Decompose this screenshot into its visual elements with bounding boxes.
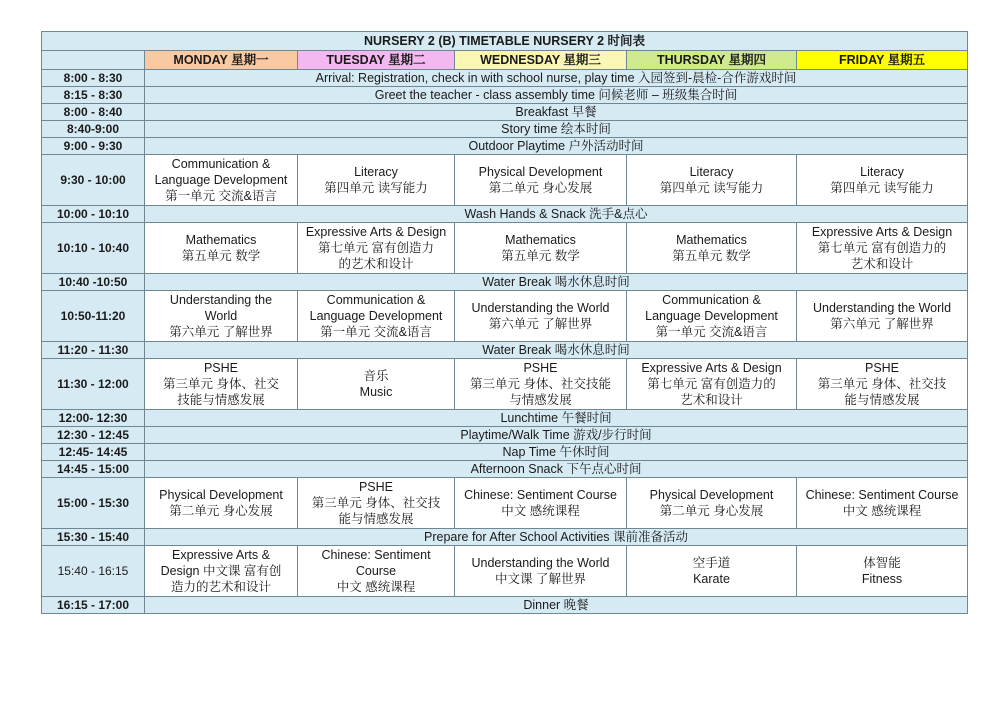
- schedule-row: [42, 478, 968, 529]
- activity-line: Mathematics: [676, 233, 747, 247]
- activity-line: PSHE: [203, 361, 239, 375]
- activity-line: 第一单元 交流&语言: [320, 325, 432, 339]
- activity-line: 第五单元 数学: [501, 249, 580, 263]
- activity-cell-friday: [797, 291, 968, 342]
- day-header-tuesday: TUESDAY 星期二: [298, 51, 455, 70]
- activity-line: Course: [355, 564, 397, 578]
- activity-line: 第五单元 数学: [672, 249, 751, 263]
- activity-cell-friday: [797, 478, 968, 529]
- time-slot: 15:00 - 15:30: [42, 478, 145, 529]
- day-header-wednesday: WEDNESDAY 星期三: [455, 51, 627, 70]
- activity-line: Music: [359, 385, 393, 399]
- day-header-thursday: THURSDAY 星期四: [627, 51, 797, 70]
- activity-cell-thursday: [627, 359, 797, 410]
- activity-line: Expressive Arts & Design: [811, 225, 953, 239]
- time-slot: 8:40-9:00: [42, 121, 145, 138]
- whole-day-activity: Dinner 晚餐: [145, 597, 968, 614]
- time-slot: 14:45 - 15:00: [42, 461, 145, 478]
- activity-line: 艺术和设计: [680, 393, 743, 407]
- activity-line: 与情感发展: [509, 393, 572, 407]
- activity-cell-monday: [145, 546, 298, 597]
- activity-line: 第五单元 数学: [181, 249, 261, 263]
- whole-day-activity: Nap Time 午休时间: [145, 444, 968, 461]
- activity-line: Communication &: [662, 293, 761, 307]
- schedule-row: [42, 427, 968, 444]
- activity-line: Literacy: [860, 165, 904, 179]
- activity-line: 造力的艺术和设计: [170, 580, 271, 594]
- activity-line: PSHE: [864, 361, 900, 375]
- schedule-row: [42, 121, 968, 138]
- activity-line: 第二单元 身心发展: [659, 504, 764, 518]
- time-slot: 11:20 - 11:30: [42, 342, 145, 359]
- time-slot: 9:00 - 9:30: [42, 138, 145, 155]
- schedule-row: [42, 444, 968, 461]
- whole-day-activity: Lunchtime 午餐时间: [145, 410, 968, 427]
- activity-line: 第六单元 了解世界: [830, 317, 934, 331]
- activity-line: Expressive Arts &: [172, 548, 270, 562]
- time-slot: 8:00 - 8:40: [42, 104, 145, 121]
- activity-cell-tuesday: [298, 155, 455, 206]
- activity-cell-friday: [797, 546, 968, 597]
- activity-cell-wednesday: [455, 291, 627, 342]
- activity-line: Expressive Arts & Design: [305, 225, 447, 239]
- activity-line: 能与情感发展: [338, 512, 414, 526]
- activity-cell-friday: [797, 155, 968, 206]
- activity-line: 第四单元 读写能力: [324, 181, 428, 195]
- activity-line: 第七单元 富有创造力的: [817, 241, 947, 255]
- time-slot: 9:30 - 10:00: [42, 155, 145, 206]
- whole-day-activity: Outdoor Playtime 户外活动时间: [145, 138, 968, 155]
- activity-line: Mathematics: [185, 233, 257, 247]
- activity-line: 第六单元 了解世界: [169, 325, 273, 339]
- schedule-row: [42, 70, 968, 87]
- activity-line: 中文 感统课程: [501, 504, 580, 518]
- activity-line: 第三单元 身体、社交技: [817, 377, 947, 391]
- activity-line: 第二单元 身心发展: [488, 181, 593, 195]
- activity-line: Understanding the World: [471, 301, 610, 315]
- activity-line: Mathematics: [505, 233, 576, 247]
- whole-day-activity: Prepare for After School Activities 课前准备活动: [145, 529, 968, 546]
- activity-line: 能与情感发展: [844, 393, 920, 407]
- time-slot: 10:10 - 10:40: [42, 223, 145, 274]
- whole-day-activity: Wash Hands & Snack 洗手&点心: [145, 206, 968, 223]
- activity-cell-tuesday: [298, 291, 455, 342]
- activity-line: 第一单元 交流&语言: [165, 189, 277, 203]
- activity-cell-tuesday: [298, 478, 455, 529]
- schedule-row: [42, 155, 968, 206]
- time-slot: 10:00 - 10:10: [42, 206, 145, 223]
- whole-day-activity: Playtime/Walk Time 游戏/步行时间: [145, 427, 968, 444]
- time-slot: 15:40 - 16:15: [42, 546, 145, 597]
- activity-line: 空手道: [692, 556, 731, 570]
- timetable-title: NURSERY 2 (B) TIMETABLE NURSERY 2 时间表: [42, 32, 968, 51]
- time-slot: 11:30 - 12:00: [42, 359, 145, 410]
- whole-day-activity: Arrival: Registration, check in with school nurse, play time 入园签到-晨检-合作游戏时间: [145, 70, 968, 87]
- activity-cell-monday: [145, 223, 298, 274]
- activity-line: PSHE: [523, 361, 558, 375]
- time-slot: 12:30 - 12:45: [42, 427, 145, 444]
- activity-line: Fitness: [861, 572, 903, 586]
- time-slot: 10:50-11:20: [42, 291, 145, 342]
- schedule-row: [42, 342, 968, 359]
- schedule-row: [42, 206, 968, 223]
- activity-line: Literacy: [354, 165, 398, 179]
- activity-line: Expressive Arts & Design: [641, 361, 782, 375]
- activity-line: 第四单元 读写能力: [830, 181, 934, 195]
- activity-line: Communication &: [326, 293, 426, 307]
- time-slot: 12:00- 12:30: [42, 410, 145, 427]
- activity-line: 中文 感统课程: [842, 504, 922, 518]
- activity-cell-monday: [145, 478, 298, 529]
- title-row: [42, 32, 968, 51]
- activity-line: 第二单元 身心发展: [169, 504, 273, 518]
- activity-cell-thursday: [627, 223, 797, 274]
- activity-cell-friday: [797, 223, 968, 274]
- activity-line: PSHE: [358, 480, 394, 494]
- activity-cell-monday: [145, 155, 298, 206]
- activity-cell-wednesday: [455, 155, 627, 206]
- activity-cell-tuesday: [298, 546, 455, 597]
- activity-cell-friday: [797, 359, 968, 410]
- activity-cell-thursday: [627, 546, 797, 597]
- time-slot: 12:45- 14:45: [42, 444, 145, 461]
- day-header-monday: MONDAY 星期一: [145, 51, 298, 70]
- activity-cell-monday: [145, 291, 298, 342]
- activity-line: Chinese: Sentiment Course: [464, 488, 617, 502]
- activity-cell-wednesday: [455, 223, 627, 274]
- activity-line: 技能与情感发展: [177, 393, 265, 407]
- activity-line: World: [204, 309, 238, 323]
- activity-line: Language Development: [154, 173, 288, 187]
- activity-line: Understanding the: [169, 293, 273, 307]
- activity-cell-thursday: [627, 155, 797, 206]
- activity-line: Physical Development: [649, 488, 774, 502]
- day-header-friday: FRIDAY 星期五: [797, 51, 968, 70]
- activity-line: Physical Development: [478, 165, 603, 179]
- activity-line: Chinese: Sentiment Course: [805, 488, 959, 502]
- whole-day-activity: Water Break 喝水休息时间: [145, 342, 968, 359]
- day-header-row: [42, 51, 968, 70]
- schedule-row: [42, 529, 968, 546]
- activity-line: 第四单元 读写能力: [659, 181, 764, 195]
- time-column-header: [42, 51, 145, 70]
- activity-cell-tuesday: [298, 223, 455, 274]
- whole-day-activity: Story time 绘本时间: [145, 121, 968, 138]
- activity-cell-monday: [145, 359, 298, 410]
- schedule-row: [42, 359, 968, 410]
- activity-cell-tuesday: [298, 359, 455, 410]
- timetable: [41, 31, 968, 614]
- whole-day-activity: Greet the teacher - class assembly time 问候老师 – 班级集合时间: [145, 87, 968, 104]
- schedule-row: [42, 461, 968, 478]
- schedule-row: [42, 410, 968, 427]
- activity-cell-wednesday: [455, 478, 627, 529]
- activity-line: Language Development: [309, 309, 443, 323]
- activity-line: 第三单元 身体、社交技: [311, 496, 441, 510]
- activity-line: 第一单元 交流&语言: [655, 325, 768, 339]
- whole-day-activity: Afternoon Snack 下午点心时间: [145, 461, 968, 478]
- activity-line: 音乐: [363, 369, 389, 383]
- time-slot: 8:00 - 8:30: [42, 70, 145, 87]
- schedule-row: [42, 138, 968, 155]
- activity-line: 艺术和设计: [850, 257, 914, 271]
- schedule-row: [42, 597, 968, 614]
- activity-line: 中文课 了解世界: [495, 572, 586, 586]
- activity-line: Language Development: [645, 309, 778, 323]
- activity-line: Communication &: [171, 157, 271, 171]
- activity-line: 第三单元 身体、社交: [163, 377, 279, 391]
- schedule-row: [42, 104, 968, 121]
- schedule-row: [42, 546, 968, 597]
- activity-line: Karate: [693, 572, 730, 586]
- activity-cell-wednesday: [455, 359, 627, 410]
- activity-cell-thursday: [627, 478, 797, 529]
- activity-line: Understanding the World: [812, 301, 952, 315]
- activity-cell-thursday: [627, 291, 797, 342]
- time-slot: 16:15 - 17:00: [42, 597, 145, 614]
- activity-line: 第三单元 身体、社交技能: [470, 377, 611, 391]
- schedule-row: [42, 274, 968, 291]
- schedule-row: [42, 87, 968, 104]
- activity-line: 体智能: [863, 556, 901, 570]
- activity-line: Physical Development: [159, 488, 283, 502]
- activity-line: 第七单元 富有创造力的: [647, 377, 776, 391]
- schedule-row: [42, 291, 968, 342]
- activity-line: Understanding the World: [471, 556, 610, 570]
- activity-line: 的艺术和设计: [338, 257, 414, 271]
- schedule-row: [42, 223, 968, 274]
- time-slot: 15:30 - 15:40: [42, 529, 145, 546]
- activity-line: Design 中文课 富有创: [160, 564, 282, 578]
- activity-cell-wednesday: [455, 546, 627, 597]
- activity-line: 第七单元 富有创造力: [318, 241, 434, 255]
- activity-line: 中文 感统课程: [336, 580, 416, 594]
- time-slot: 10:40 -10:50: [42, 274, 145, 291]
- whole-day-activity: Breakfast 早餐: [145, 104, 968, 121]
- activity-line: 第六单元 了解世界: [488, 317, 593, 331]
- whole-day-activity: Water Break 喝水休息时间: [145, 274, 968, 291]
- time-slot: 8:15 - 8:30: [42, 87, 145, 104]
- activity-line: Chinese: Sentiment: [321, 548, 431, 562]
- activity-line: Literacy: [689, 165, 734, 179]
